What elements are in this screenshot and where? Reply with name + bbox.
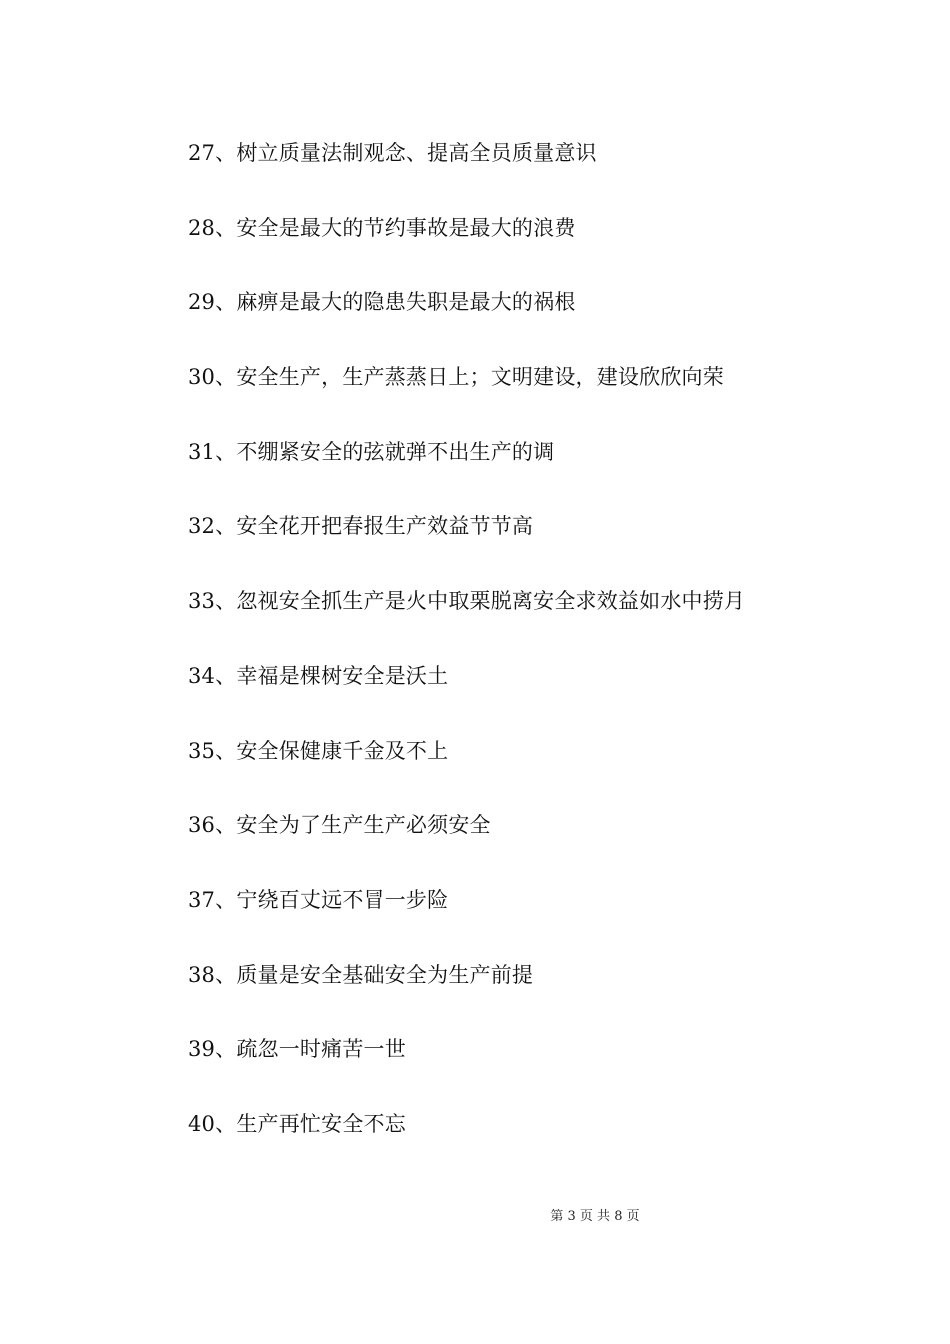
list-item: 32、安全花开把春报生产效益节节高 (188, 514, 534, 539)
list-item: 28、安全是最大的节约事故是最大的浪费 (188, 215, 576, 240)
list-item: 29、麻痹是最大的隐患失职是最大的祸根 (188, 290, 576, 315)
list-item: 35、安全保健康千金及不上 (188, 738, 449, 763)
page-footer (0, 1208, 950, 1226)
list-item: 36、安全为了生产生产必须安全 (188, 813, 491, 838)
list-item: 39、疏忽一时痛苦一世 (188, 1037, 406, 1062)
list-item: 27、树立质量法制观念、提高全员质量意识 (188, 141, 597, 165)
list-item: 40、生产再忙安全不忘 (188, 1111, 406, 1136)
list-item: 37、宁绕百丈远不冒一步险 (188, 887, 449, 912)
list-item: 31、不绷紧安全的弦就弹不出生产的调 (188, 439, 555, 464)
list-item: 38、质量是安全基础安全为生产前提 (188, 962, 534, 987)
list-item: 30、安全生产，生产蒸蒸日上；文明建设，建设欣欣向荣 (188, 365, 724, 390)
list-item: 34、幸福是棵树安全是沃土 (188, 663, 449, 688)
list-item: 33、忽视安全抓生产是火中取栗脱离安全求效益如水中捞月 (188, 589, 746, 614)
page-number-indicator: 第 3 页 共 8 页 (550, 1209, 640, 1224)
slogan-list (188, 138, 888, 1184)
